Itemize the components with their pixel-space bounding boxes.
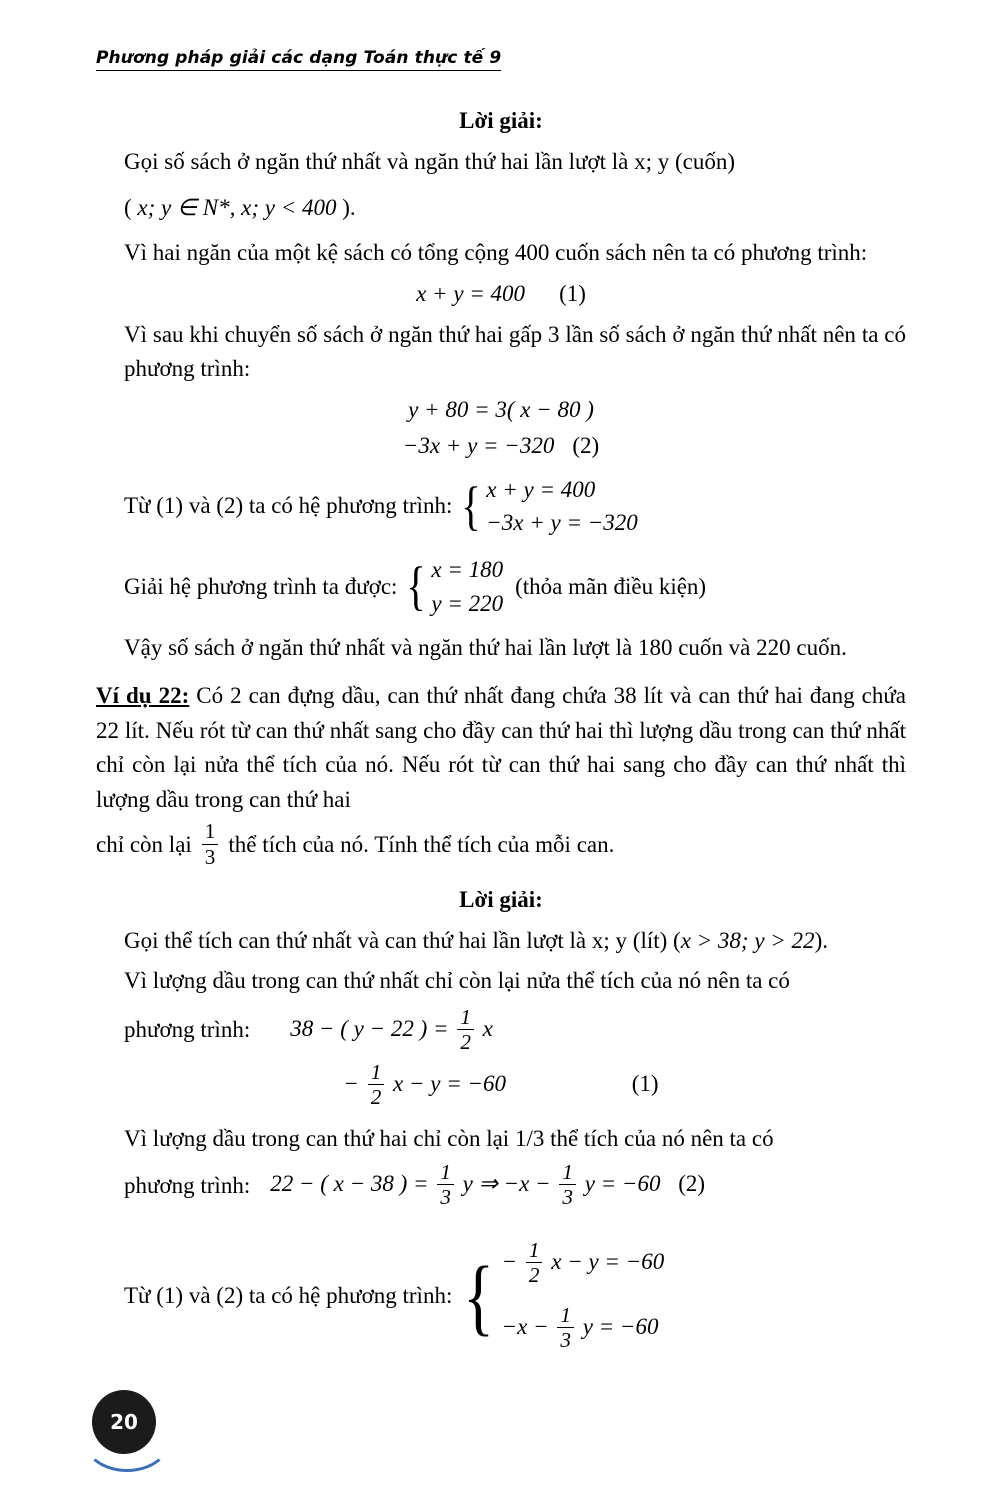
equation-row-1-body	[290, 1004, 493, 1054]
fraction-numerator: 1	[528, 1237, 540, 1262]
fraction-denominator: 3	[560, 1328, 571, 1353]
solution-1-x: x = 180	[431, 557, 504, 583]
fraction-one-half	[368, 1061, 385, 1108]
system-2	[458, 1237, 665, 1353]
paragraph-goi-so-sach: Gọi số sách ở ngăn thứ nhất và ngăn thứ hai lần lượt là x; y (cuốn)	[124, 149, 736, 174]
equation-row-1-lead: phương trình:	[124, 1017, 251, 1043]
paragraph-luong-dau-1: Vì lượng dầu trong can thứ nhất chỉ còn lại nửa thể tích của nó nên ta có	[124, 968, 790, 994]
system-2-eq2	[501, 1302, 665, 1353]
equation-row-3-lead: phương trình:	[124, 1172, 251, 1198]
cond-close: ).	[342, 194, 356, 220]
goi-the-tich-a: Gọi thể tích can thứ nhất và can thứ hai lần lượt là x; y (lít) (	[124, 927, 681, 953]
eq3-c: y = −60	[584, 1171, 661, 1197]
equation-2: y + 80 = 3( x − 80 )	[408, 396, 594, 422]
goi-the-tich-c: ).	[814, 927, 828, 953]
example-22-paragraph-cont	[96, 821, 906, 868]
page-number-badge	[92, 1390, 164, 1462]
cond-open: (	[124, 194, 132, 220]
fraction-one-third	[202, 820, 219, 867]
equation-1-tag: (1)	[559, 280, 586, 306]
sys2-eq1-minus: −	[501, 1248, 518, 1274]
equation-1	[96, 281, 906, 307]
fraction-one-third-2	[559, 1161, 576, 1208]
example-22-label: Ví dụ 22:	[96, 683, 190, 709]
paragraph-luong-dau-2: Vì lượng dầu trong can thứ hai chỉ còn lại 1/3 thể tích của nó nên ta có	[124, 1125, 774, 1151]
loigiai-heading-1: Lời giải:	[459, 108, 543, 133]
goi-the-tich-cond: x > 38; y > 22	[680, 927, 815, 953]
fraction-numerator: 1	[460, 1004, 471, 1029]
fraction-denominator: 2	[370, 1085, 382, 1110]
cond-text: x; y ∈ N*, x; y < 400	[137, 194, 337, 220]
equation-row-2-body	[343, 1062, 658, 1109]
equation-row-3	[96, 1162, 906, 1209]
fraction-denominator: 2	[460, 1029, 471, 1054]
sys2-eq1-rest: x − y = −60	[551, 1248, 665, 1274]
fraction-numerator: 1	[562, 1160, 573, 1185]
example-22-text-c: thể tích của nó. Tính thể tích của mỗi can.	[228, 831, 615, 857]
fraction-denominator: 2	[528, 1262, 540, 1287]
paragraph-condition	[96, 191, 906, 226]
fraction-denominator: 3	[204, 844, 216, 869]
loigiai-heading-2: Lời giải:	[459, 886, 543, 912]
equation-row-1	[96, 1004, 906, 1054]
paragraph-chuyen-so-sach: Vì sau khi chuyển số sách ở ngăn thứ hai gấp 3 lần số sách ở ngăn thứ nhất nên ta có phương trình:	[124, 321, 906, 381]
system-1-row	[96, 473, 906, 540]
sys2-eq2-rest: y = −60	[582, 1313, 659, 1339]
system-2-eq1	[501, 1237, 665, 1287]
solution-1	[403, 553, 503, 620]
eq3-a: 22 − ( x − 38 ) =	[270, 1171, 429, 1197]
paragraph-ket-luan-1: Vậy số sách ở ngăn thứ nhất và ngăn thứ hai lần lượt là 180 cuốn và 220 cuốn.	[124, 634, 847, 660]
equation-3-expr: −3x + y = −320	[402, 432, 555, 458]
eq2-minus: −	[343, 1071, 359, 1097]
equation-row-3-tag: (2)	[678, 1171, 706, 1197]
example-22-text: Có 2 can đựng dầu, can thứ nhất đang chứa 38 lít và can thứ hai đang chứa 22 lít. Nếu rót từ can thứ nhất sang cho đầy can thứ hai thì lượng dầu trong can thứ nhất chỉ còn lại nửa thể tích của nó. Nếu rót từ can thứ hai sang cho đầy can thứ nhất thì lượng dầu trong can thứ hai	[96, 683, 906, 812]
paragraph-tong-cong: Vì hai ngăn của một kệ sách có tổng cộng 400 cuốn sách nên ta có phương trình:	[124, 240, 868, 265]
page-number: 20	[110, 1410, 138, 1434]
solution-1-lead: Giải hệ phương trình ta được:	[124, 573, 398, 599]
solution-1-row	[96, 553, 906, 620]
fraction-one-third	[437, 1161, 454, 1208]
system-2-row	[96, 1237, 906, 1353]
equation-row-2	[96, 1062, 906, 1109]
sys2-eq2-lead: −x −	[501, 1313, 549, 1339]
equation-1-expr: x + y = 400	[416, 280, 526, 306]
brace-icon: {	[463, 1247, 495, 1344]
fraction-numerator: 1	[440, 1160, 451, 1185]
fraction-numerator: 1	[204, 819, 216, 844]
equation-row-3-body	[270, 1162, 705, 1209]
paragraph-goi-the-tich	[96, 924, 906, 959]
fraction-one-half	[526, 1239, 543, 1286]
fraction-numerator: 1	[560, 1302, 571, 1327]
eq2-right: x − y = −60	[393, 1071, 506, 1097]
page-content	[96, 100, 906, 1358]
solution-1-y: y = 220	[431, 590, 504, 616]
fraction-one-half	[457, 1006, 474, 1053]
fraction-denominator: 3	[562, 1185, 573, 1210]
eq3-b: y ⇒ −x −	[462, 1171, 551, 1197]
eq1-right: x	[482, 1015, 493, 1041]
equation-3-tag: (2)	[572, 432, 600, 458]
fraction-one-third	[557, 1304, 574, 1351]
example-22-text-b: chỉ còn lại	[96, 831, 192, 857]
fraction-denominator: 3	[440, 1185, 451, 1210]
equation-3	[96, 433, 906, 459]
example-22-paragraph	[96, 679, 906, 817]
solution-1-note: (thỏa mãn điều kiện)	[515, 573, 707, 599]
system-1	[458, 473, 637, 540]
system-1-eq1: x + y = 400	[486, 476, 596, 502]
equation-row-2-tag: (1)	[631, 1071, 659, 1097]
system-1-lead: Từ (1) và (2) ta có hệ phương trình:	[124, 492, 453, 518]
page-header: Phương pháp giải các dạng Toán thực tế 9	[96, 48, 501, 71]
brace-icon: {	[461, 475, 482, 536]
system-2-lead: Từ (1) và (2) ta có hệ phương trình:	[124, 1282, 453, 1308]
system-1-eq2: −3x + y = −320	[486, 509, 638, 535]
eq1-left: 38 − ( y − 22 ) =	[290, 1015, 449, 1041]
brace-icon: {	[406, 556, 427, 617]
fraction-numerator: 1	[370, 1060, 382, 1085]
